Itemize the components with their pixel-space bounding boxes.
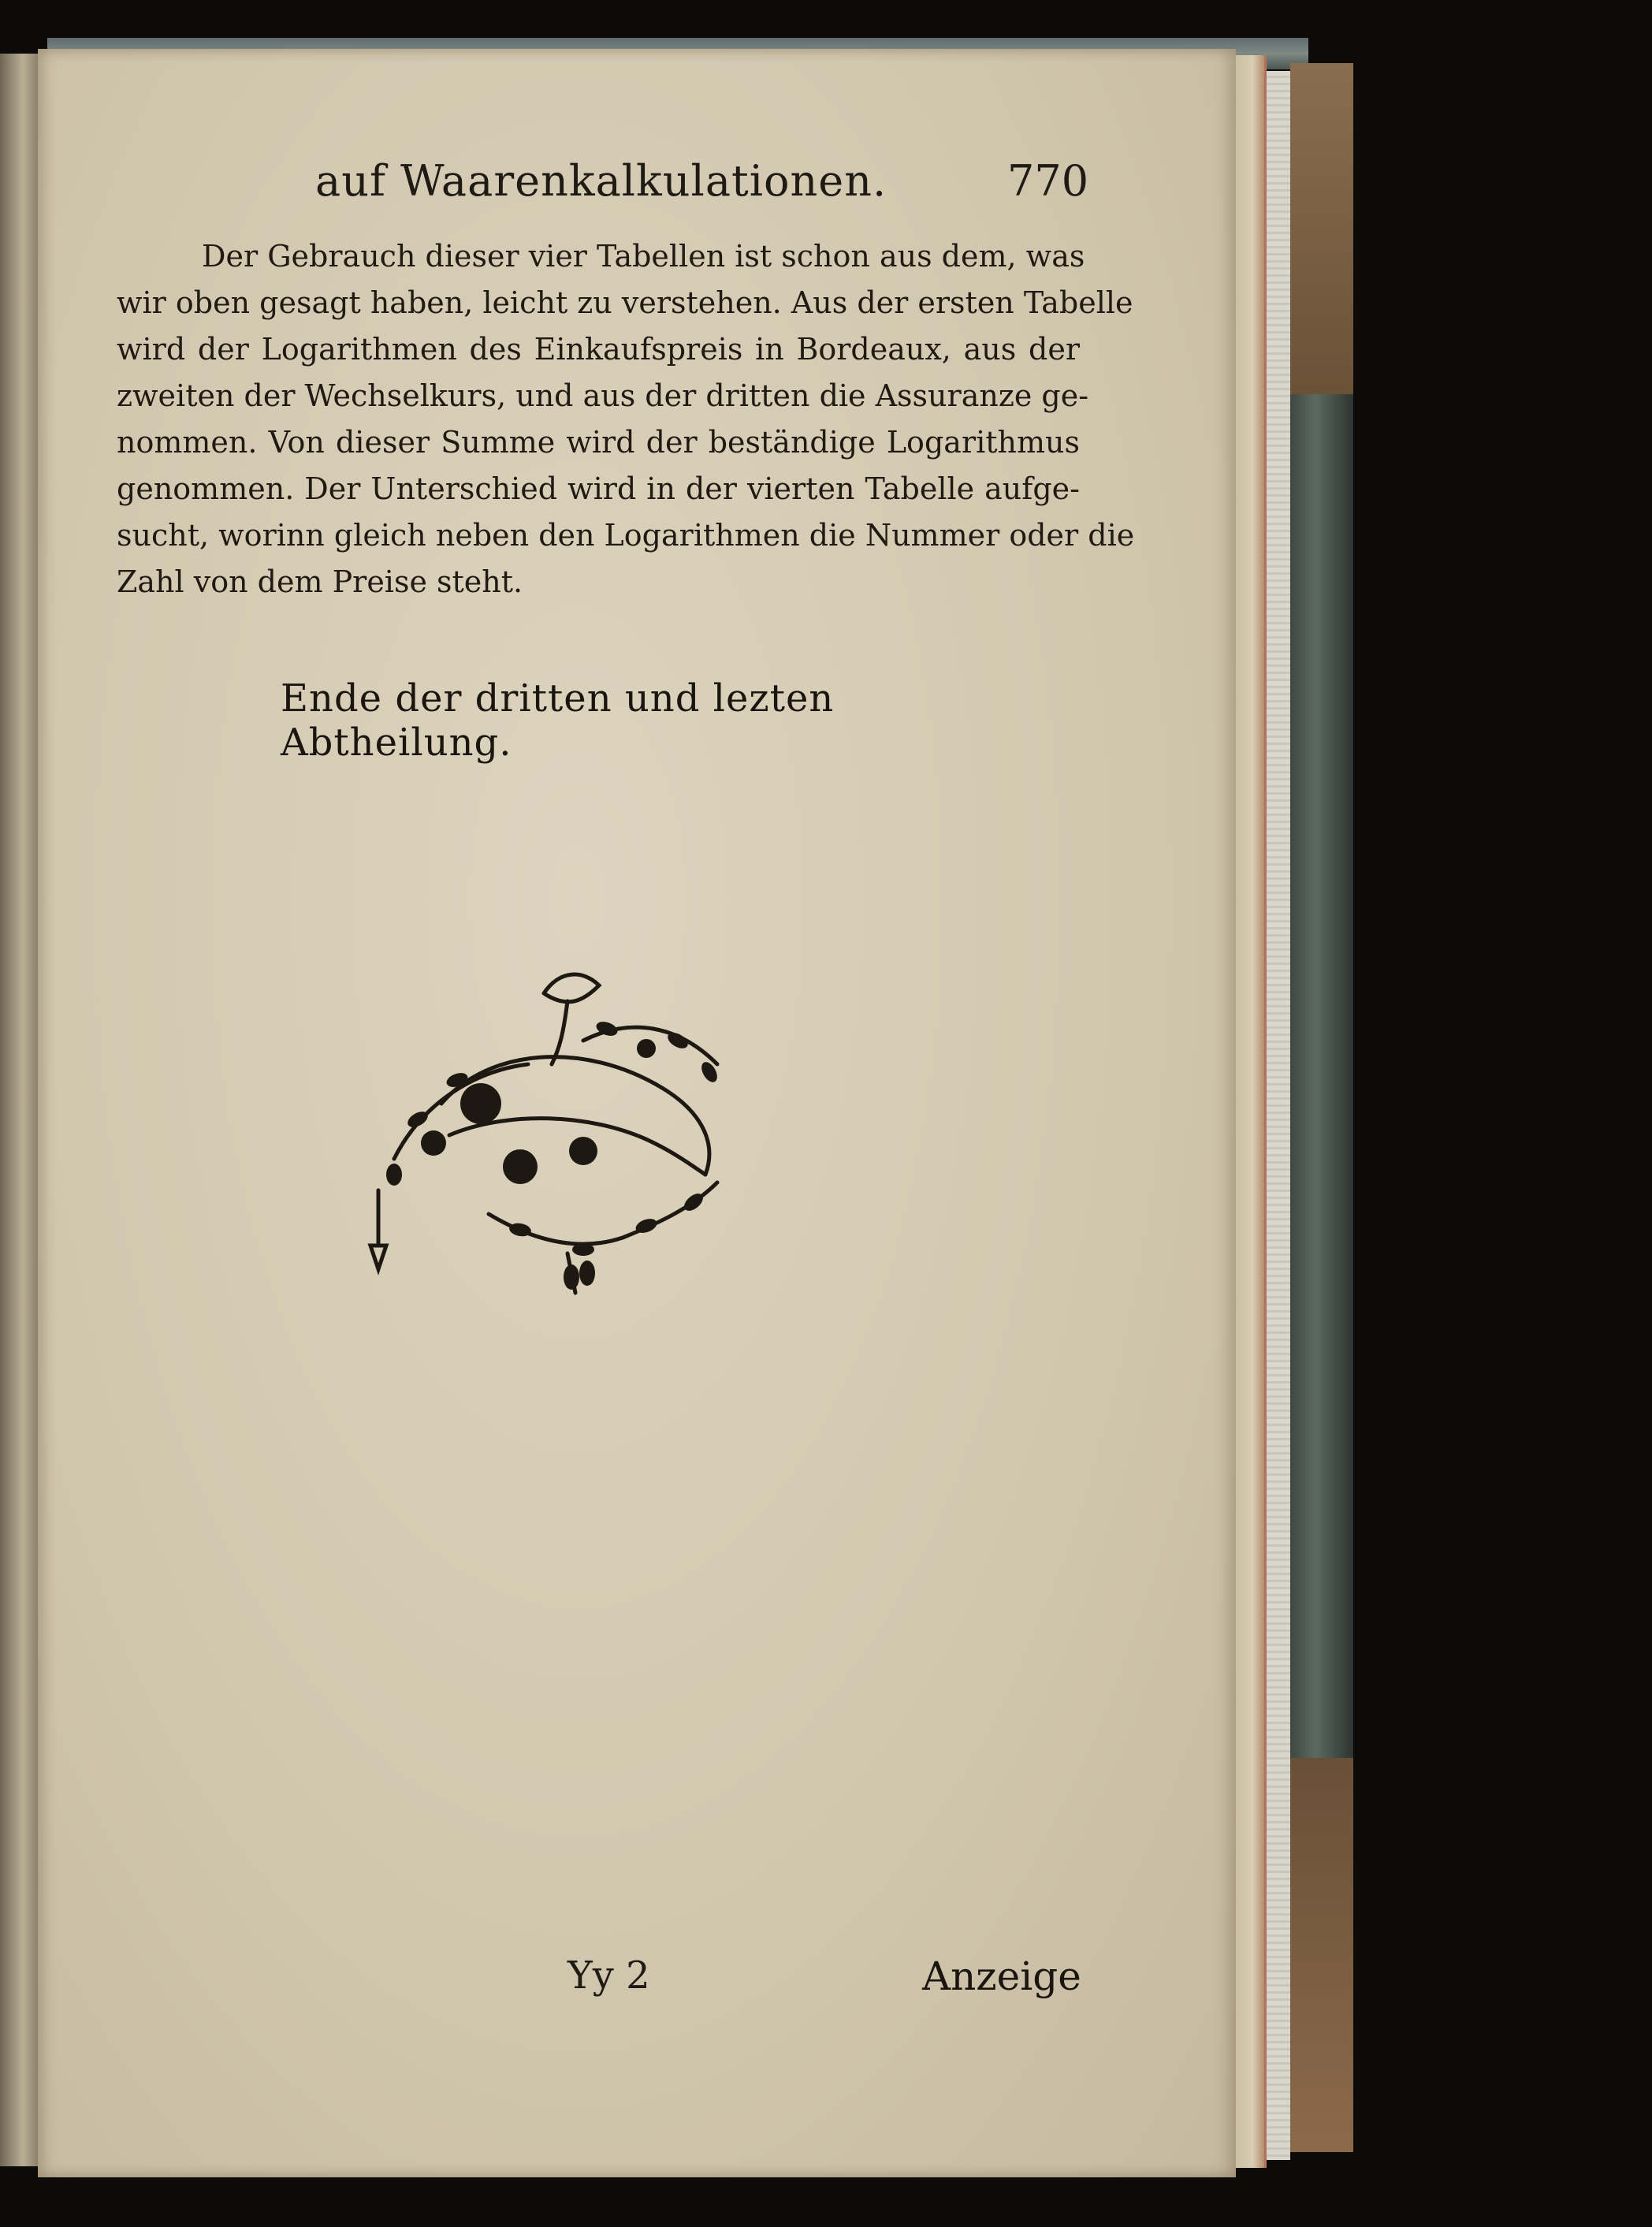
left-page-edge xyxy=(0,54,38,2166)
text-line: sucht, worinn gleich neben den Logarithmen die Nummer oder die xyxy=(117,518,1135,553)
page-number: 770 xyxy=(1007,156,1089,206)
section-end-heading: Ende der dritten und lezten Abtheilung. xyxy=(281,676,835,765)
body-paragraph xyxy=(117,233,1135,605)
endpaper-edge xyxy=(1267,71,1290,2160)
text-line: wird der Logarithmen des Einkaufspreis in Bordeaux, aus der xyxy=(117,332,1080,367)
page-stack-edge xyxy=(1236,55,1267,2168)
text-line: wir oben gesagt haben, leicht zu verstehen. Aus der ersten Tabelle xyxy=(117,285,1133,320)
text-line: Zahl von dem Preise steht. xyxy=(117,564,523,599)
text-line: Der Gebrauch dieser vier Tabellen ist schon aus dem, was xyxy=(202,239,1085,274)
text-line: nommen. Von dieser Summe wird der beständige Logarithmus xyxy=(117,425,1080,460)
cover-edge-bottom xyxy=(1290,1758,1353,2152)
floral-cornucopia-vignette-icon xyxy=(347,954,788,1301)
catchword: Anzeige xyxy=(922,1953,1081,1999)
running-head: auf Waarenkalkulationen. xyxy=(315,156,887,206)
signature-mark: Yy 2 xyxy=(567,1953,650,1998)
cover-edge-top xyxy=(1290,63,1353,394)
text-line: zweiten der Wechselkurs, und aus der dritten die Assuranze ge- xyxy=(117,378,1089,413)
text-line: genommen. Der Unterschied wird in der vierten Tabelle aufge- xyxy=(117,471,1080,506)
